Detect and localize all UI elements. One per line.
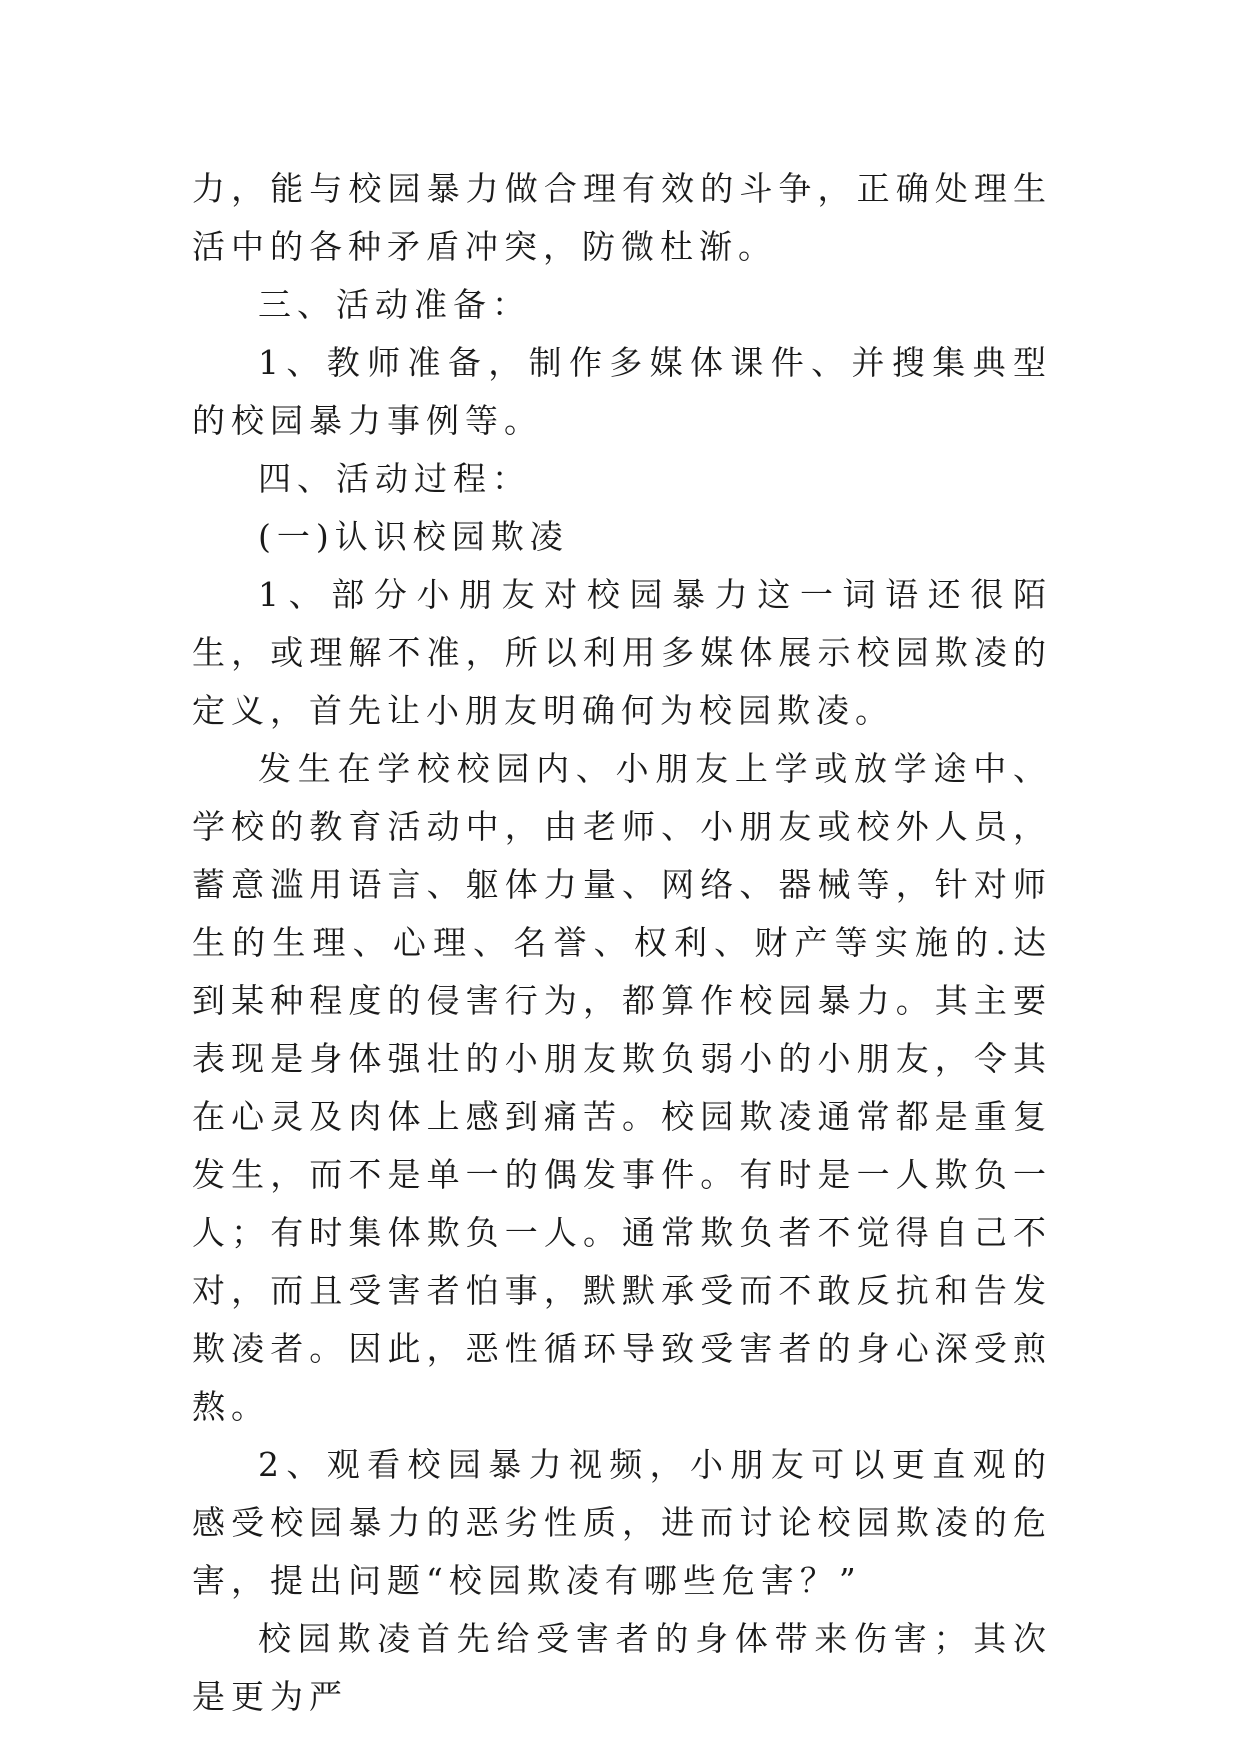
subsection-heading-understanding: (一)认识校园欺凌 [258,517,569,556]
document-body [192,160,1052,1726]
section-heading-process: 四、活动过程： [258,459,531,498]
paragraph-definition: 发生在学校校园内、小朋友上学或放学途中、学校的教育活动中，由老师、小朋友或校外人员，蓄意滥用语言、躯体力量、网络、器械等，针对师生的生理、心理、名誉、权利、财产等实施的.达到某种程度的侵害行为，都算作校园暴力。其主要表现是身体强壮的小朋友欺负弱小的小朋友，令其在心灵及肉体上感到痛苦。校园欺凌通常都是重复发生，而不是单一的偶发事件。有时是一人欺负一人；有时集体欺负一人。通常欺负者不觉得自己不对，而且受害者怕事，默默承受而不敢反抗和告发欺凌者。因此，恶性循环导致受害者的身心深受煎熬。 [192,749,1052,1426]
paragraph-video: 2、观看校园暴力视频，小朋友可以更直观的感受校园暴力的恶劣性质，进而讨论校园欺凌的危害，提出问题“校园欺凌有哪些危害？” [192,1445,1052,1600]
paragraph-teacher-preparation: 1、教师准备，制作多媒体课件、并搜集典型的校园暴力事例等。 [192,343,1052,440]
paragraph-definition-intro: 1、部分小朋友对校园暴力这一词语还很陌生，或理解不准，所以利用多媒体展示校园欺凌的定义，首先让小朋友明确何为校园欺凌。 [192,575,1052,730]
section-heading-preparation: 三、活动准备： [258,285,531,324]
paragraph-harm: 校园欺凌首先给受害者的身体带来伤害；其次是更为严 [192,1619,1052,1716]
paragraph-continuation: 力，能与校园暴力做合理有效的斗争，正确处理生活中的各种矛盾冲突，防微杜渐。 [192,169,1052,266]
